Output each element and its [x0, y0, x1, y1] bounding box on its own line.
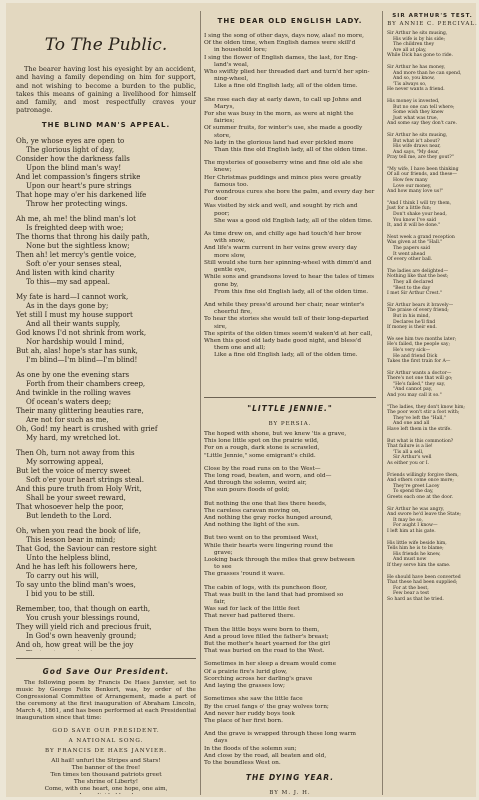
blind-poem-line: And listen with kind charity	[16, 268, 115, 277]
arthur-poem-line: But what is this commotion?	[387, 438, 454, 444]
arthur-poem-line: I met Sir Arthur Crest."	[387, 291, 443, 297]
jennie-poem-line: The cabin of logs, with its puncheon floor,	[204, 584, 328, 591]
jennie-poem-line: And nothing the gray rocks hunged around,	[204, 515, 333, 522]
blind-poem-stanza	[16, 527, 196, 599]
lady-poem-line: Who swiftly plied her threaded dart and turn'd her spin-	[204, 69, 370, 76]
jennie-poem-line: The place of her first born.	[204, 717, 284, 724]
jennie-poem-line: And never her ruddy boys took	[204, 710, 295, 717]
lady-poem-line: From this fine old English lady, all of the olden time.	[214, 288, 369, 295]
president-song-line: Come, with one heart, one hope, one aim,	[44, 786, 168, 792]
intro-paragraph: The bearer having lost his eyesight by an accident, and having a family depending on him for support, and not wishing to become a burden to the public, takes this means of gaining a livelihood for himself and family, and most respectfully craves your patronage.	[16, 65, 196, 115]
jennie-poem-line: The careless caravan moving on,	[204, 507, 301, 514]
lady-poem-line: Her Christmas puddings and mince pies were greatly	[204, 174, 362, 181]
blind-poem-line: My fate is hard—I cannot work,	[16, 292, 129, 301]
arthur-poem-stanza	[387, 65, 478, 93]
blind-poem-line: Yet still I must my house support	[16, 310, 133, 319]
blind-poem-line: My sorrowing appeal,	[26, 457, 104, 466]
column-middle-top	[204, 11, 376, 391]
blind-poem-line: Upon the blind man's way!	[26, 163, 122, 172]
lady-poem-line: Like a fine old English lady, all of the olden time.	[214, 83, 358, 90]
poem-author-jennie: BY PERSIA.	[268, 421, 312, 427]
lady-poem-line: door	[214, 196, 228, 203]
lady-poem-stanza	[204, 231, 376, 296]
lady-poem-stanza	[204, 33, 376, 91]
arthur-poem-line: Sir Arthur wants a doctor—	[387, 370, 452, 376]
lady-poem-line: fairies;	[214, 118, 235, 125]
arthur-poem-line: Declares he'll find	[393, 319, 436, 325]
president-song-line	[16, 793, 196, 794]
arthur-poem-stanza	[387, 541, 478, 569]
blind-poem-line: Remember, too, that though on earth,	[16, 604, 151, 613]
arthur-poem-line: The praise of every friend;	[387, 308, 449, 314]
lady-poem-line: in household lore;	[214, 47, 267, 54]
jennie-poem-line: The hoped with shone, but we knew 'tis a grave,	[204, 431, 347, 437]
blind-poem-line: But ah, alas! hope's star has sunk,	[16, 346, 138, 355]
arthur-poem-line: There's not one that will go;	[387, 376, 453, 382]
arthur-poem-line: We see him two months later;	[387, 336, 457, 342]
lady-poem-line: Than this fine old English lady, all of the olden time.	[214, 147, 368, 154]
arthur-poem-line: And others come once more;	[387, 478, 454, 484]
arthur-poem-stanza	[387, 201, 478, 229]
blind-poem-line: Consider how the darkness falls	[16, 154, 130, 163]
blind-poem-line: Forth from their chambers creep,	[26, 379, 146, 388]
blind-poem-line: Soft o'er your senses steal,	[26, 259, 122, 268]
column-right	[382, 11, 478, 795]
jennie-poem-stanza	[204, 661, 376, 690]
lady-poem-line: She was a good old English lady, all of the olden time.	[214, 217, 373, 224]
blind-poem-line: And all their wants supply,	[26, 319, 121, 328]
jennie-poem-stanza	[204, 627, 376, 656]
lady-poem-line: She rose each day at early dawn, to call up Johns and	[204, 96, 362, 103]
lady-poem-line: store,	[214, 132, 231, 139]
arthur-poem-line: Pray tell me, are they gout?"	[387, 155, 454, 161]
blind-poem-line: To this—my sad appeal.	[26, 277, 110, 286]
blind-poem-line: Oh, when you read the book of life,	[16, 526, 141, 535]
jennie-poem-line: Was sad for lack of the little feet	[204, 606, 300, 613]
blind-poem-stanza	[16, 371, 196, 443]
blind-poem-line: Oh, God! my heart is crushed with grief	[16, 424, 158, 433]
arthur-poem-line: His friends he knew,	[393, 551, 441, 557]
blind-poem-line: That whosoever help the poor,	[16, 502, 124, 511]
poem-title-english-lady: THE DEAR OLD ENGLISH LADY.	[217, 17, 363, 25]
lady-poem-line: more slow,	[214, 252, 246, 259]
jennie-poem-line: to see	[214, 564, 232, 571]
blind-poem-line: And let compassion's fingers strike	[16, 172, 141, 181]
arthur-poem-line: Sir Arthur he sits musing,	[387, 31, 448, 36]
poem-english-lady	[204, 33, 376, 360]
jennie-poem-line: days	[214, 738, 228, 745]
jennie-poem-line: Then the little boys were born to them,	[204, 626, 320, 633]
arthur-poem-line: They're greet Lacey	[393, 483, 440, 489]
section-title-god-save-president: God Save Our President.	[42, 667, 170, 676]
president-intro: The following poem by Francis De Haes Janvier, set to music by George Felix Benkert, was, by order of the Congressional Committee of Arrangement, made a part of the ceremony at the first inauguration of Abraham Lincoln, March 4, 1861, and has been performed at each Presidential inauguration since that time:	[16, 680, 196, 721]
blind-poem-line: Throw her protecting wings.	[26, 199, 128, 208]
jennie-poem-line: The sun pours floods of gold;	[204, 487, 290, 494]
lady-poem-line: And while they press'd around her chair, near winter's	[204, 301, 365, 308]
arthur-poem-line: "He's failed," they say,	[393, 381, 446, 387]
jennie-poem-line: fair,	[214, 599, 226, 606]
jennie-poem-line: And the grave is wrapped through these long warm	[204, 731, 356, 738]
arthur-poem-line: He and friend Dick	[393, 353, 438, 359]
blind-poem-line: But let the voice of mercy sweet	[16, 466, 131, 475]
blind-poem-line: In God's own heavenly ground;	[26, 631, 137, 640]
arthur-poem-line: And more than he can spend,	[393, 70, 462, 76]
blind-poem-line: And this pure truth from Holy Writ,	[16, 484, 142, 493]
arthur-poem-line: His little wife beside him,	[387, 540, 447, 546]
poem-title-little-jennie: "LITTLE JENNIE."	[247, 404, 333, 413]
blind-poem-line: Then ah! let mercy's gentle voice,	[16, 250, 137, 259]
blind-poem-stanza	[16, 605, 196, 651]
newspaper-clipping-page	[6, 3, 476, 797]
jennie-poem-line: That was buried on the road to the West.	[204, 648, 325, 655]
blind-poem-line: But lendeth to the Lord.	[26, 511, 112, 520]
arthur-poem-line: They all declared	[393, 279, 434, 285]
arthur-poem-line: Of all our friends, and these—	[387, 172, 457, 178]
lady-poem-line: While sons and grandsons loved to hear the tales of times	[204, 274, 375, 281]
lady-poem-line: ning-wheel,	[214, 76, 249, 83]
arthur-poem-line: Some wish they knew	[393, 110, 444, 116]
column-middle-bottom	[204, 397, 376, 796]
jennie-poem-line: By the cruel fangs o' the gray wolves torn;	[204, 703, 329, 710]
poem-author-sir-arthur: BY ANNIE C. PERCIVAL.	[387, 21, 478, 27]
lady-poem-line: poor;	[214, 210, 230, 217]
lady-poem-line: I sing the song of other days, days now, alas! no more,	[204, 33, 364, 39]
arthur-poem-line: Was given at the "Hall."	[387, 240, 443, 246]
arthur-poem-line: The children they	[393, 42, 435, 48]
song-author: BY FRANCIS DE HAES JANVIER.	[44, 748, 168, 754]
arthur-poem-line: How few many	[393, 178, 428, 184]
arthur-poem-line: As either you or I.	[387, 461, 429, 466]
lady-poem-line: For she was busy in the morn, as were at night the	[204, 111, 354, 118]
arthur-poem-line: His wife is by his side;	[393, 36, 446, 42]
arthur-poem-line: For at the best,	[393, 585, 429, 591]
lady-poem-line: Of summer fruits, for winter's use, she made a goodly	[204, 125, 363, 132]
arthur-poem-line: You know I've said	[393, 217, 437, 223]
jennie-poem-line: But two went on to the promised West,	[204, 535, 319, 542]
arthur-poem-line: Nothing like that the best;	[387, 274, 449, 280]
arthur-poem-line: That these had been supplied;	[387, 580, 458, 586]
arthur-poem-line: 'Tis all a sell,	[393, 449, 424, 455]
blind-poem-stanza	[16, 215, 196, 287]
arthur-poem-line: Sir Arthur he has money,	[387, 64, 446, 70]
jennie-poem-line: The grasses 'round it wave.	[204, 571, 285, 578]
arthur-poem-line: And you may call it so."	[387, 393, 442, 399]
jennie-poem-stanza	[204, 431, 376, 460]
column-left-bottom	[16, 658, 196, 794]
column-divider	[200, 11, 201, 795]
arthur-poem-line: "The ladies, they don't know him;	[387, 404, 465, 410]
jennie-poem-stanza	[204, 696, 376, 725]
arthur-poem-line: If money is their end.	[387, 325, 437, 331]
blind-poem-line: My hard, my wretched lot.	[26, 433, 121, 442]
jennie-poem-line: And laying the grasses low;	[204, 683, 285, 690]
arthur-poem-line: Just what was true,	[393, 115, 439, 121]
arthur-poem-line: And so, you know,	[393, 76, 435, 82]
blind-poem-line: The glorious light of day,	[26, 145, 115, 154]
blind-poem-line: Upon our heart's pure strings	[26, 181, 132, 190]
lady-poem-line: I sing the flower of English dames, the last, for Eng-	[204, 54, 358, 61]
arthur-poem-stanza	[387, 269, 478, 297]
blind-poem-line: And he has left his followers here,	[16, 562, 138, 571]
arthur-poem-line: And must now	[393, 557, 427, 563]
jennie-poem-stanza	[204, 535, 376, 578]
blind-poem-line: As in the days gone by;	[26, 301, 109, 310]
arthur-poem-line: Sir Arthur's well	[393, 455, 432, 461]
lady-poem-line: with snow,	[214, 238, 246, 245]
blind-poem-stanza	[16, 137, 196, 209]
jennie-poem-stanza	[204, 731, 376, 767]
arthur-poem-line: To spend the day,	[393, 489, 434, 495]
poem-title-blind-mans-appeal: THE BLIND MAN'S APPEAL.	[41, 120, 171, 129]
poem-little-jennie	[204, 431, 376, 767]
jennie-poem-line: That was built in the land that had promised so	[204, 591, 344, 598]
arthur-poem-line: Friends willingly forgive them,	[387, 472, 459, 478]
lady-poem-line: The mysteries of gooseberry wine and fine old ale she	[204, 160, 363, 167]
column-left	[16, 11, 196, 651]
lady-poem-line: Marys,	[214, 103, 235, 110]
blind-poem-line: Soft o'er your heart strings steal.	[26, 475, 144, 484]
blind-poem-line: Unto the helpless blind,	[26, 553, 111, 562]
blind-poem-line: Are not for such as me,	[26, 415, 109, 424]
blind-poem-line: Their many glittering beauties rare,	[16, 406, 144, 415]
president-song-line: Ten times ten thousand patriots greet	[50, 772, 162, 778]
blind-poem-line: You crush your blessings round,	[26, 613, 140, 622]
arthur-poem-line: Have left them in the strife.	[387, 427, 452, 433]
poem-blind-mans-appeal	[16, 137, 196, 651]
jennie-poem-line: But the mother's heart yearned for the girl	[204, 641, 331, 648]
blind-poem-line: God knows I'd not shrink from work,	[16, 328, 147, 337]
jennie-poem-line: Close by the road runs on to the West—	[204, 465, 321, 472]
arthur-poem-line: It went ahead	[393, 251, 426, 257]
blind-poem-line: That God, the Saviour can restore sight	[16, 544, 157, 553]
arthur-poem-line: Next week a grand reception	[387, 234, 455, 240]
jennie-poem-line: And through the solemn, weird air,	[204, 480, 307, 487]
song-subtitle: A NATIONAL SONG.	[68, 738, 144, 744]
blind-poem-line: Nor hardship would I mind,	[26, 337, 125, 346]
lady-poem-line: them one and all;	[214, 345, 266, 352]
arthur-poem-line: Takes the first train for A—	[387, 359, 451, 365]
arthur-poem-stanza	[387, 337, 478, 365]
jennie-poem-line: Scorching across her darling's grave	[204, 675, 313, 682]
jennie-poem-stanza	[204, 585, 376, 621]
blind-poem-line: I'm blind—I'm blind—I'm blind!	[26, 355, 138, 364]
arthur-poem-line: Few bear a test	[393, 591, 430, 597]
arthur-poem-line: The poor won't stir a foot with;	[387, 410, 460, 416]
jennie-poem-line: "Little Jennie," some emigrant's child.	[204, 452, 316, 459]
blind-poem-line: They will yield rich and precious fruit,	[16, 622, 152, 631]
arthur-poem-line: And some say they don't care.	[387, 121, 457, 127]
arthur-poem-line: He never wants a friend.	[387, 87, 445, 93]
arthur-poem-stanza	[387, 133, 478, 161]
arthur-poem-line: "And cannot pay,	[393, 387, 433, 393]
arthur-poem-line: If they serve him the same.	[387, 562, 451, 568]
jennie-poem-line: To the boundless West on.	[204, 759, 281, 766]
arthur-poem-line: And one and all	[393, 421, 430, 427]
lady-poem-line: gentle eye,	[214, 267, 247, 274]
arthur-poem-line: But in his mind,	[393, 313, 430, 319]
arthur-poem-line: His wife draws near,	[393, 144, 441, 150]
jennie-poem-line: In the floods of the solemn sun;	[204, 745, 297, 752]
arthur-poem-line: Tells him he is to blame;	[387, 546, 444, 552]
lady-poem-line: knew;	[214, 167, 232, 174]
blind-poem-line: Of ocean's waters deep;	[26, 397, 112, 406]
arthur-poem-stanza	[387, 235, 478, 263]
jennie-poem-line: Looking back through the miles that grew between	[204, 557, 355, 564]
arthur-poem-line: Just for a little fun;	[387, 206, 432, 212]
blind-poem-line: None but the sightless know;	[26, 241, 130, 250]
lady-poem-stanza	[204, 302, 376, 360]
arthur-poem-line: But what is't about?	[393, 138, 440, 144]
arthur-poem-line: For aught I know—	[393, 523, 438, 529]
president-song-line: All hail! unfurl the Stripes and Stars!	[51, 758, 161, 764]
arthur-poem-line: "My wife, I have been thinking	[387, 166, 459, 172]
arthur-poem-line: "Best to the day	[393, 285, 431, 291]
blind-poem-line: Is freighted deep with woe;	[26, 223, 124, 232]
arthur-poem-stanza	[387, 371, 478, 399]
blind-poem-line: And oh, how great will be the joy	[16, 640, 134, 649]
jennie-poem-line: And close by the road, all beaten and old,	[204, 752, 327, 759]
arthur-poem-line: Don't shake your head,	[393, 212, 447, 218]
lady-poem-stanza	[204, 160, 376, 225]
jennie-poem-line: That never had pattered there.	[204, 613, 296, 620]
arthur-poem-line: And how many love us!"	[387, 189, 444, 195]
arthur-poem-line: "And I think I will try them,	[387, 200, 452, 206]
poem-title-dying-year: THE DYING YEAR.	[245, 773, 335, 783]
arthur-poem-line: Sir Arthur he was angry,	[387, 506, 445, 512]
arthur-poem-line: I left him at his gate.	[387, 528, 436, 534]
lady-poem-line: Like a fine old English lady, all of the olden time.	[214, 352, 358, 359]
arthur-poem-line: He should have been converted	[387, 574, 461, 580]
blind-poem-stanza	[16, 449, 196, 521]
arthur-poem-line: 'Tis always so,	[393, 81, 427, 87]
arthur-poem-line: Of every other ball.	[387, 257, 433, 263]
arthur-poem-line: Sir Arthur bears it bravely—	[387, 302, 454, 308]
president-song-line: The shrine of Liberty!	[73, 779, 139, 785]
arthur-poem-line: He's very sick—	[393, 347, 431, 353]
arthur-poem-line: And swore he'd leave the State;	[387, 512, 461, 518]
jennie-poem-stanza	[204, 466, 376, 495]
arthur-poem-stanza	[387, 31, 478, 59]
arthur-poem-stanza	[387, 439, 478, 467]
jennie-poem-line: Sometimes in her sleep a dream would come	[204, 661, 337, 668]
arthur-poem-line: Are all at play,	[393, 47, 427, 53]
arthur-poem-line: Love our money,	[393, 183, 432, 189]
jennie-poem-line: And nothing the light of the sun.	[204, 522, 300, 529]
blind-poem-line: Then Oh, turn not away from this	[16, 448, 135, 457]
arthur-poem-stanza	[387, 405, 478, 433]
song-verse	[16, 758, 196, 794]
arthur-poem-line: That failure is a lie!	[387, 444, 433, 450]
lady-poem-line: famous too.	[214, 181, 249, 188]
blind-poem-line: Ah me, ah me! the blind man's lot	[16, 214, 136, 223]
arthur-poem-line: It may be so,	[393, 517, 423, 523]
arthur-poem-line: Sir Arthur he sits musing,	[387, 132, 448, 138]
jennie-poem-line: The long road, beaten, and worn, and old—	[204, 473, 332, 480]
arthur-poem-stanza	[387, 473, 478, 501]
arthur-poem-line: He's failed, the people say;	[387, 342, 450, 348]
jennie-poem-line: And a proud love filled the father's breast;	[204, 633, 329, 640]
song-title: GOD SAVE OUR PRESIDENT.	[52, 728, 160, 734]
lady-poem-line: land's weal,	[214, 61, 249, 68]
arthur-poem-stanza	[387, 167, 478, 195]
arthur-poem-line: The papers said	[393, 246, 431, 251]
arthur-poem-line: It, and it will be done."	[387, 223, 441, 229]
arthur-poem-stanza	[387, 303, 478, 331]
arthur-poem-stanza	[387, 575, 478, 603]
lady-poem-line: As time drew on, and chilly age had touch'd her brow	[204, 231, 362, 238]
blind-poem-line: As one by one the evening stars	[16, 370, 130, 379]
arthur-poem-line: So hard as that he tried.	[387, 596, 444, 602]
lady-poem-line: Still would she turn her spinning-wheel with dimm'd and	[204, 259, 372, 266]
jennie-poem-line: Of a prairie fire's lurid glow,	[204, 668, 288, 675]
jennie-poem-line: grave;	[214, 549, 233, 556]
arthur-poem-line: And says, "My dear,	[393, 149, 440, 155]
lady-poem-line: No lady in the glorious land had ever pickled more	[204, 139, 354, 146]
lady-poem-line: sire,	[214, 323, 227, 330]
lady-poem-line: When this good old lady bade good night, and bless'd	[204, 337, 362, 344]
arthur-poem-line: The ladies are delighted—	[387, 268, 449, 274]
arthur-poem-line: But no one can tell where;	[393, 104, 455, 110]
arthur-poem-stanza	[387, 99, 478, 127]
jennie-poem-line: While their hearts were lingering round the	[204, 542, 333, 549]
arthur-poem-line: Greets each one at the door.	[387, 494, 453, 500]
arthur-poem-stanza	[387, 507, 478, 535]
blind-poem-line: I bid you to be still.	[26, 589, 95, 598]
arthur-poem-line: They've left the "Hall,"	[393, 415, 446, 421]
arthur-poem-line: While Dick has gone to ride.	[387, 53, 453, 59]
lady-poem-line: And life's warm current in her veins grew every day	[204, 245, 358, 252]
lady-poem-line: gone by,	[214, 281, 239, 288]
lady-poem-line: The spirits of the olden times seem'd waken'd at her call,	[204, 330, 373, 337]
arthur-poem-line: His money is invested,	[387, 98, 440, 104]
lady-poem-line: To hear the stories she would tell of their long-departed	[204, 316, 369, 323]
jennie-poem-line: For on a rough, dark stone is scrawled,	[204, 445, 320, 452]
blind-poem-stanza	[16, 293, 196, 365]
blind-poem-line: And twinkle in the rolling waves	[16, 388, 131, 397]
lady-poem-stanza	[204, 97, 376, 155]
page-title: To The Public.	[44, 35, 168, 55]
lady-poem-line: cheerful fire,	[214, 309, 253, 316]
blind-poem-line: That hope may o'er his darkened life	[16, 190, 147, 199]
jennie-poem-line: This lone little spot on the prairie wild,	[204, 438, 319, 445]
jennie-poem-line: Sometimes she saw the little face	[204, 696, 303, 703]
blind-poem-line: To carry out his will,	[26, 571, 99, 580]
blind-poem-line: This lesson bear in mind;	[26, 535, 116, 544]
jennie-poem-stanza	[204, 501, 376, 530]
lady-poem-line: Was visited by sick and well, and sought by rich and	[204, 203, 358, 210]
lady-poem-line: Of the olden time, when English dames were skill'd	[204, 40, 356, 47]
president-song-line: The banner of the free!	[71, 765, 141, 771]
blind-poem-line: Oh, ye whose eyes are open to	[16, 136, 125, 145]
jennie-poem-line: But nothing the one that lies there heeds,	[204, 500, 327, 507]
poem-author-dying-year: BY M. J. H.	[269, 790, 311, 796]
blind-poem-line	[16, 650, 196, 651]
blind-poem-line: The thorns that throng his daily path,	[16, 232, 150, 241]
blind-poem-line: To say unto the blind man's woes,	[16, 580, 136, 589]
blind-poem-line: Shall be your sweet reward,	[26, 493, 126, 502]
lady-poem-line: For wondrous cures she bore the palm, and every day her	[204, 189, 375, 196]
poem-sir-arthurs-test	[387, 31, 478, 602]
poem-title-sir-arthurs-test: SIR ARTHUR'S TEST.	[392, 13, 473, 19]
